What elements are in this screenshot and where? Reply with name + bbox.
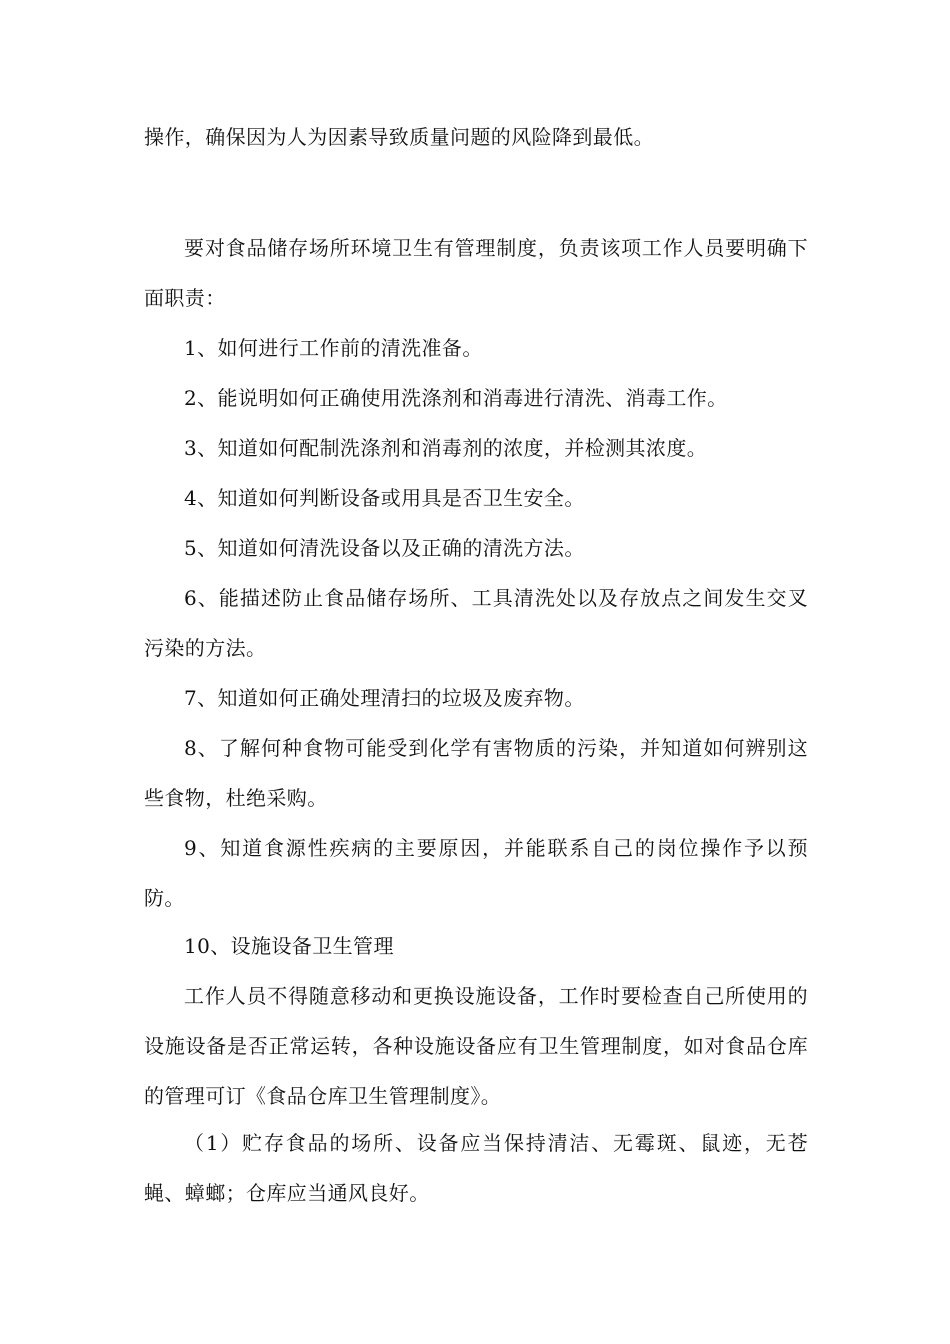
paragraph-continuation: 操作，确保因为人为因素导致质量问题的风险降到最低。 (144, 125, 654, 149)
list-item-3: 3、知道如何配制洗涤剂和消毒剂的浓度，并检测其浓度。 (184, 436, 708, 460)
paragraph-storage-rule-1: （1）贮存食品的场所、设备应当保持清洁、无霉斑、鼠迹，无苍蝇、蟑螂；仓库应当通风良好。 (144, 1131, 808, 1205)
list-item-8: 8、了解何种食物可能受到化学有害物质的污染，并知道如何辨别这些食物，杜绝采购。 (144, 736, 808, 810)
list-item-6: 6、能描述防止食品储存场所、工具清洗处以及存放点之间发生交叉污染的方法。 (144, 586, 808, 660)
list-item-4: 4、知道如何判断设备或用具是否卫生安全。 (184, 486, 585, 510)
list-item-7: 7、知道如何正确处理清扫的垃圾及废弃物。 (184, 686, 585, 710)
list-item-9: 9、知道食源性疾病的主要原因，并能联系自己的岗位操作予以预防。 (144, 836, 808, 910)
list-item-1: 1、如何进行工作前的清洗准备。 (184, 336, 483, 360)
list-item-2: 2、能说明如何正确使用洗涤剂和消毒进行清洗、消毒工作。 (184, 386, 728, 410)
paragraph-facilities: 工作人员不得随意移动和更换设施设备，工作时要检查自己所使用的设施设备是否正常运转，各种设施设备应有卫生管理制度，如对食品仓库的管理可订《食品仓库卫生管理制度》。 (144, 984, 808, 1108)
list-item-5: 5、知道如何清洗设备以及正确的清洗方法。 (184, 536, 585, 560)
section-heading-facilities: 10、设施设备卫生管理 (184, 934, 394, 958)
paragraph-duties-intro: 要对食品储存场所环境卫生有管理制度，负责该项工作人员要明确下面职责： (144, 236, 808, 310)
